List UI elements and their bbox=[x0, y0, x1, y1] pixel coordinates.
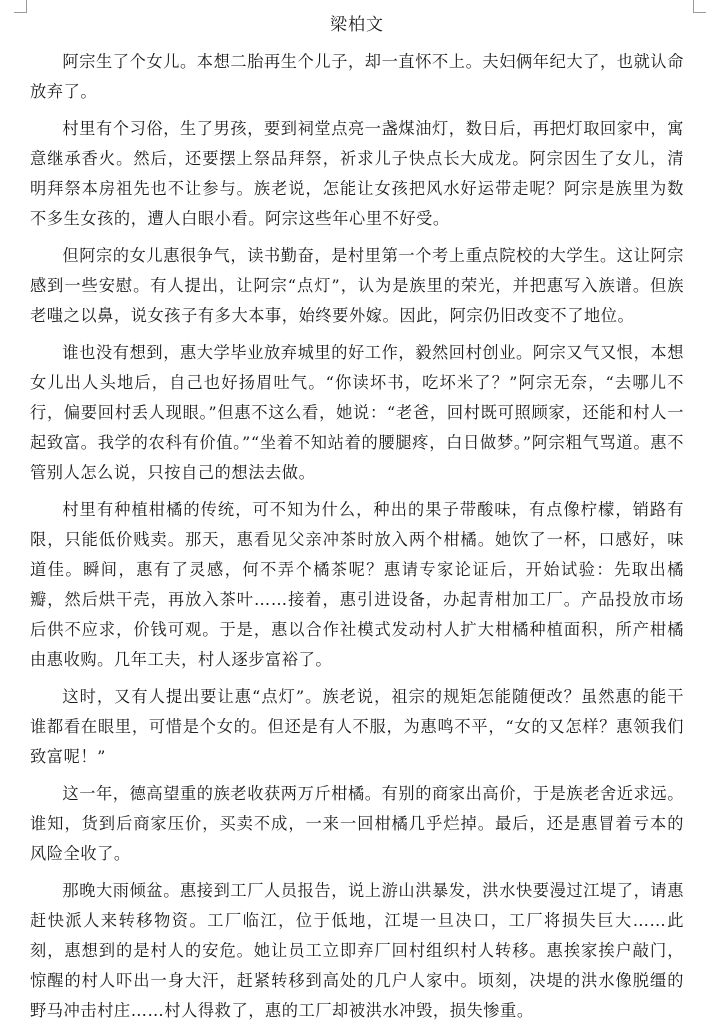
paragraph-2: 村里有个习俗，生了男孩，要到祠堂点亮一盏煤油灯，数日后，再把灯取回家中，寓意继承香火。然后，还要摆上祭品拜祭，祈求儿子快点长大成龙。阿宗因生了女儿，清明拜祭本房祖先也不让参与。族老说，怎能让女孩把风水好运带走呢？阿宗是族里为数不多生女孩的，遭人白眼小看。阿宗这些年心里不好受。 bbox=[30, 119, 684, 228]
paragraph-4: 谁也没有想到，惠大学毕业放弃城里的好工作，毅然回村创业。阿宗又气又恨，本想女儿出人头地后，自己也好扬眉吐气。“你读坏书，吃坏米了？”阿宗无奈，“去哪儿不行，偏要回村丢人现眼。”但惠不这么看，她说：“老爸，回村既可照顾家，还能和村人一起致富。我学的农科有价值。”“坐着不知站着的腰腿疼，白日做梦。”阿宗粗气骂道。惠不管别人怎么说，只按自己的想法去做。 bbox=[30, 343, 684, 482]
document-title: 梁柏文 bbox=[330, 15, 384, 35]
page-corner-mark-left bbox=[14, 0, 27, 13]
page-corner-mark-right bbox=[693, 0, 706, 13]
paragraph-8: 那晚大雨倾盆。惠接到工厂人员报告，说上游山洪暴发，洪水快要漫过江堤了，请惠赶快派人来转移物资。工厂临江，位于低地，江堤一旦决口，工厂将损失巨大……此刻，惠想到的是村人的安危。她让员工立即弃厂回村组织村人转移。惠挨家挨户敲门，惊醒的村人吓出一身大汗，赶紧转移到高处的几户人家中。顷刻，决堤的洪水像脱缰的野马冲击村庄……村人得救了，惠的工厂却被洪水冲毁，损失惨重。 bbox=[30, 881, 684, 1020]
paragraph-6: 这时，又有人提出要让惠“点灯”。族老说，祖宗的规矩怎能随便改？虽然惠的能干谁都看在眼里，可惜是个女的。但还是有人不服，为惠鸣不平，“女的又怎样？惠领我们致富呢！” bbox=[30, 687, 684, 766]
paragraph-7: 这一年，德高望重的族老收获两万斤柑橘。有别的商家出高价，于是族老舍近求远。谁知，货到后商家压价，买卖不成，一来一回柑橘几乎烂掉。最后，还是惠冒着亏本的风险全收了。 bbox=[30, 784, 684, 863]
paragraph-3: 但阿宗的女儿惠很争气，读书勤奋，是村里第一个考上重点院校的大学生。这让阿宗感到一些安慰。有人提出，让阿宗“点灯”，认为是族里的荣光，并把惠写入族谱。但族老嗤之以鼻，说女孩子有多大本事，始终要外嫁。因此，阿宗仍旧改变不了地位。 bbox=[30, 246, 684, 325]
paragraph-5: 村里有种植柑橘的传统，可不知为什么，种出的果子带酸味，有点像柠檬，销路有限，只能低价贱卖。那天，惠看见父亲冲茶时放入两个柑橘。她饮了一杯，口感好，味道佳。瞬间，惠有了灵感，何不弄个橘茶呢？惠请专家论证后，开始试验：先取出橘瓣，然后烘干壳，再放入茶叶……接着，惠引进设备，办起青柑加工厂。产品投放市场后供不应求，价钱可观。于是，惠以合作社模式发动村人扩大柑橘种植面积，所产柑橘由惠收购。几年工夫，村人逐步富裕了。 bbox=[30, 500, 685, 669]
paragraph-1: 阿宗生了个女儿。本想二胎再生个儿子，却一直怀不上。夫妇俩年纪大了，也就认命放弃了。 bbox=[30, 52, 684, 101]
